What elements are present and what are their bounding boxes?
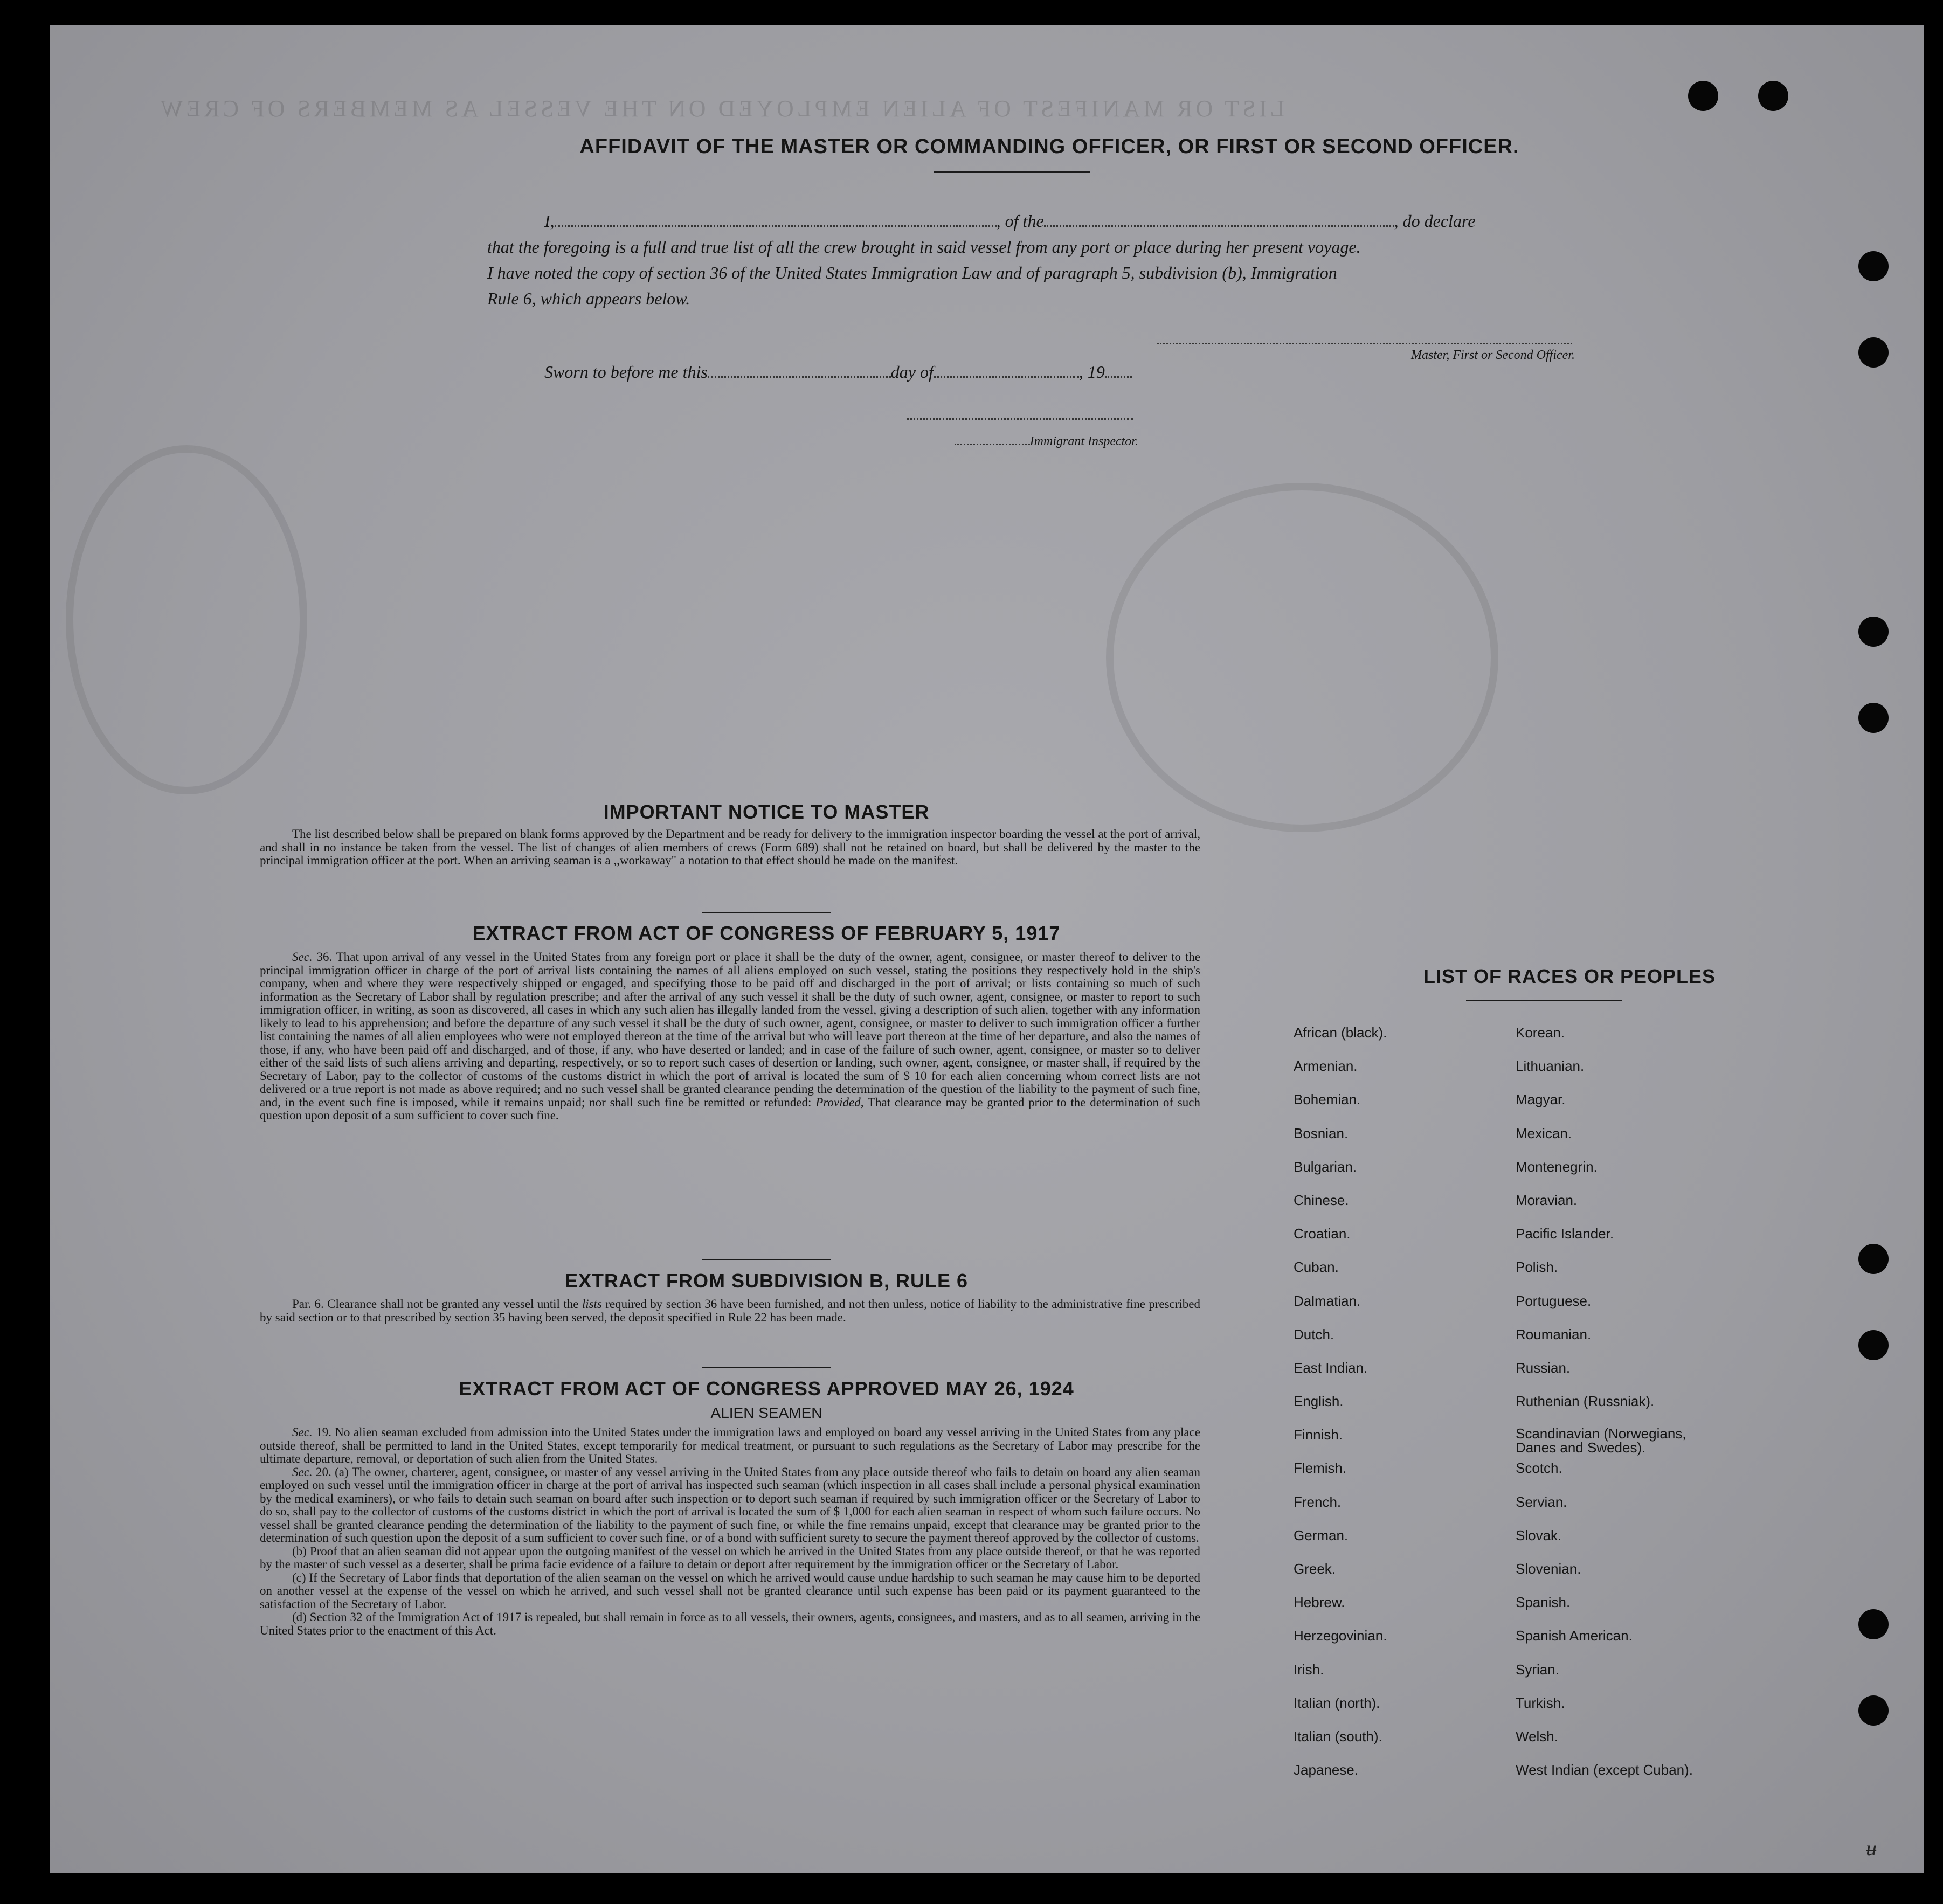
sec-20b: (b) Proof that an alien seaman did not appear upon the outgoing manifest of the vessel on which he arrived in the United States from any place outside thereof, or that he was reported by the master of such vessel as a deserter, shall be prima facie evidence of a failure to detain or deport after requirement by the immigration officer or the Secretary of Labor. [260, 1544, 1200, 1571]
extract-1924-subtitle: ALIEN SEAMEN [710, 1404, 822, 1421]
divider [702, 912, 831, 913]
race-item: Slovenian. [1516, 1561, 1581, 1577]
affidavit-title: AFFIDAVIT OF THE MASTER OR COMMANDING OFFICER, OR FIRST OR SECOND OFFICER. [579, 135, 1519, 158]
punch-hole [1858, 703, 1889, 733]
race-item: Hebrew. [1294, 1594, 1345, 1611]
punch-hole [1688, 81, 1718, 111]
sworn-year-blank[interactable] [1105, 376, 1132, 378]
inspector-label [880, 434, 1138, 449]
race-item: Pacific Islander. [1516, 1226, 1614, 1242]
lists-label: lists [582, 1297, 602, 1311]
race-item: French. [1294, 1493, 1342, 1510]
races-title: LIST OF RACES OR PEOPLES [1423, 965, 1716, 987]
name-blank[interactable] [555, 225, 997, 227]
race-item: Syrian. [1516, 1661, 1559, 1678]
inspector-signature-blank[interactable] [907, 418, 1133, 420]
year-prefix-label: , 19 [1078, 362, 1105, 382]
race-item: Servian. [1516, 1493, 1567, 1510]
race-item: Japanese. [1294, 1762, 1358, 1778]
race-item: Scandinavian (Norwegians, Danes and Swedes). [1516, 1425, 1686, 1456]
affidavit-statement-1: that the foregoing is a full and true list of all the crew brought in said vessel from any port or place during her present voyage. [487, 237, 1361, 257]
race-item: Welsh. [1516, 1728, 1558, 1744]
bleed-through-stamp-left [66, 445, 307, 794]
inspector-label-text: Immigrant Inspector. [1029, 434, 1138, 448]
document-sheet [50, 25, 1924, 1873]
race-item: Ruthenian (Russniak). [1516, 1393, 1655, 1410]
race-item: Bulgarian. [1294, 1158, 1357, 1175]
sworn-day-blank[interactable] [708, 376, 891, 378]
master-signature-label: Master, First or Second Officer. [1411, 348, 1575, 362]
divider [702, 1259, 831, 1260]
extract-rule6-title: EXTRACT FROM SUBDIVISION B, RULE 6 [564, 1270, 969, 1292]
races-column-right [1516, 1024, 1710, 1795]
notice-title: IMPORTANT NOTICE TO MASTER [603, 801, 930, 823]
race-item: Magyar. [1516, 1091, 1566, 1108]
punch-hole [1758, 81, 1788, 111]
extract-1924-body [260, 1426, 1200, 1637]
affidavit-statement-3: Rule 6, which appears below. [487, 289, 690, 308]
sec-20c: (c) If the Secretary of Labor finds that deportation of the alien seaman on the vessel on which he arrived would cause undue hardship to such seaman he may cause him to be deported on another vessel at the expense of the vessel on which he arrived, and such vessel shall not be granted clearance until such expense has been paid or its payment guaranteed to the satisfaction of the Secretary of Labor. [260, 1570, 1200, 1611]
race-item: Montenegrin. [1516, 1158, 1598, 1175]
affidavit-i-label: I, [544, 211, 555, 231]
race-item: Dalmatian. [1294, 1292, 1361, 1309]
provided-label: Provided, [815, 1095, 864, 1109]
punch-hole [1858, 617, 1889, 647]
sworn-month-blank[interactable] [934, 376, 1079, 378]
race-item: African (black). [1294, 1024, 1387, 1041]
extract-rule6-body: Par. 6. Clearance shall not be granted any vessel until the lists required by section 36 have been furnished, and not then unless, notice of liability to the administrative fine prescribed by said section or to that prescribed by section 35 having been served, the deposit specified in Rule 22 has been made. [260, 1297, 1200, 1324]
notice-body: The list described below shall be prepared on blank forms approved by the Department and be ready for delivery to the immigration inspector boarding the vessel at the port of arrival, and shall in no instance be taken from the vessel. The list of changes of alien members of crews (Form 689) shall not be retained on board, but shall be delivered by the master to the principal immigration officer at the port. When an arriving seaman is a ,,workaway" a notation to that effect should be made on the manifest. [260, 827, 1200, 867]
race-item: Italian (north). [1294, 1694, 1380, 1711]
inspector-prefix-blank [955, 444, 1030, 445]
race-item: Greek. [1294, 1561, 1336, 1577]
bleed-through-text: LIST OR MANIFEST OF ALIEN EMPLOYED ON THE VESSEL AS MEMBERS OF CREW [157, 95, 1285, 122]
race-item: Chinese. [1294, 1192, 1349, 1208]
extract-1917-title: EXTRACT FROM ACT OF CONGRESS OF FEBRUARY 5, 1917 [472, 922, 1061, 944]
race-item: Polish. [1516, 1259, 1558, 1276]
of-the-label: , of the [996, 211, 1044, 231]
sworn-line [544, 359, 1245, 385]
race-item: Korean. [1516, 1024, 1565, 1041]
race-item: Flemish. [1294, 1460, 1347, 1477]
master-signature-blank[interactable] [1157, 343, 1572, 344]
extract-1917-text-end: That clearance may be granted prior to the determination of such question upon deposit of a sum sufficient to cover such fine. [260, 1095, 1200, 1122]
extract-1924-title: EXTRACT FROM ACT OF CONGRESS APPROVED MAY 26, 1924 [459, 1377, 1074, 1400]
extract-1917-text: 36. That upon arrival of any vessel in the United States from any foreign port or place it shall be the duty of the owner, agent, consignee, or master thereof to deliver to the principal immigration officer in charge of the port of arrival lists containing the names of all aliens employed on such vessel, stating the positions they respectively hold in the ship's company, when and where they were respectively shipped or engaged, and specifying those to be paid off and discharged in the port of arrival; or lists containing so much of such information as the Secretary of Labor shall by regulation prescribe; and after the arrival of any such vessel it shall be the duty of such owner, agent, consignee, or master to report to such immigration officer, in writing, as soon as discovered, all cases in which any such alien has illegally landed from the vessel, giving a description of such alien, together with any information likely to lead to his apprehension; and before the departure of any such vessel it shall be the duty of such owner, agent, consignee, or master to deliver to such immigration officer a further list containing the names of all alien employees who were not employed thereon at the time of the arrival but who will leave port thereon at the time of her departure, and also the names of those, if any, who have been paid off and discharged, and of those, if any, who have deserted or landed; and in case of the failure of such owner, agent, consignee, or master so to deliver either of the said lists of such aliens arriving and departing, respectively, or so to report such cases of desertion or landing, such owner, agent, consignee, or master shall, if required by the Secretary of Labor, pay to the collector of customs of the customs district in which the port of arrival is located the sum of $ 10 for each alien concerning whom correct lists are not delivered or a true report is not made as above required; and no such vessel shall be granted clearance pending the determination of the question of the liability to the payment of such fine, and, in the event such fine is imposed, while it remains unpaid; nor shall such fine be remitted or refunded: [260, 950, 1200, 1109]
extract-1917-body [260, 951, 1200, 1123]
race-item: West Indian (except Cuban). [1516, 1762, 1693, 1778]
race-item: Bosnian. [1294, 1125, 1349, 1141]
sec-20d: (d) Section 32 of the Immigration Act of 1917 is repealed, but shall remain in force as to all vessels, their owners, agents, consignees, and masters, and as to all seamen, arriving in the United States prior to the enactment of this Act. [260, 1610, 1200, 1637]
affidavit-statement-2: I have noted the copy of section 36 of the United States Immigration Law and of paragraph 5, subdivision (b), Immigration [487, 263, 1337, 282]
punch-hole [1858, 1695, 1889, 1726]
punch-hole [1858, 337, 1889, 368]
race-item: Italian (south). [1294, 1728, 1382, 1744]
divider [702, 1367, 831, 1368]
race-item: Lithuanian. [1516, 1058, 1585, 1075]
race-item: Turkish. [1516, 1694, 1565, 1711]
race-item: Cuban. [1294, 1259, 1339, 1276]
punch-hole [1858, 1609, 1889, 1639]
race-item: Irish. [1294, 1661, 1324, 1678]
title-divider [934, 171, 1090, 173]
punch-hole [1858, 251, 1889, 281]
race-item: East Indian. [1294, 1359, 1368, 1376]
races-divider [1466, 1000, 1622, 1001]
race-item: Dutch. [1294, 1326, 1334, 1342]
race-item: Bohemian. [1294, 1091, 1361, 1108]
race-item: English. [1294, 1393, 1344, 1410]
race-item: Spanish. [1516, 1594, 1571, 1611]
affidavit-declaration-line [544, 208, 1579, 234]
race-item: Finnish. [1294, 1427, 1343, 1443]
race-item: Mexican. [1516, 1125, 1572, 1141]
races-column-left [1294, 1024, 1387, 1795]
sec-20a: Sec. 20. (a) The owner, charterer, agent, consignee, or master of any vessel arriving in the United States from any place outside thereof who fails to detain on board any alien seaman employed on such vessel until the immigration officer in charge at the port of arrival has inspected such seaman (which inspection in all cases shall include a personal physical examination by the medical examiners), or who fails to detain such seaman on board after such inspection or to deport such seaman if required by such immigration officer or the Secretary of Labor to do so, shall pay to the collector of customs of the customs district in which the port of arrival is located the sum of $ 1,000 for each alien seaman in respect of whom such failure occurs. No vessel shall be granted clearance pending the determination of the liability to the payment of such fine, or while the fine remains unpaid, except that clearance may be granted prior to the determination of such question upon the deposit of a sum sufficient to cover such fine, or of a bond with sufficient surety to secure the payment thereof approved by the collector of customs. [260, 1465, 1201, 1545]
race-item: Armenian. [1294, 1058, 1358, 1075]
race-item: Russian. [1516, 1359, 1571, 1376]
race-item: Spanish American. [1516, 1628, 1633, 1644]
race-item: Scotch. [1516, 1460, 1562, 1477]
page-mark: ʉ [1866, 1836, 1877, 1860]
day-of-label: day of [890, 362, 934, 382]
race-item: German. [1294, 1527, 1349, 1543]
punch-hole [1858, 1244, 1889, 1274]
race-item: Moravian. [1516, 1192, 1578, 1208]
sec-19: Sec. 19. No alien seaman excluded from admission into the United States under the immigration laws and employed on board any vessel arriving in the United States from any place outside thereof, shall be permitted to land in the United States, except temporarily for medical treatment, or pursuant to such regulations as the Secretary of Labor may prescribe for the ultimate departure, removal, or deportation of such alien from the United States. [260, 1425, 1200, 1465]
vessel-blank[interactable] [1044, 225, 1394, 227]
race-item: Herzegovinian. [1294, 1628, 1387, 1644]
race-item: Croatian. [1294, 1226, 1351, 1242]
bleed-through-stamp-center [1106, 483, 1498, 832]
race-item: Portuguese. [1516, 1292, 1592, 1309]
do-declare-label: , do declare [1394, 211, 1476, 231]
race-item: Slovak. [1516, 1527, 1562, 1543]
punch-hole [1858, 1330, 1889, 1360]
sec-label: Sec. [292, 950, 313, 964]
race-item: Roumanian. [1516, 1326, 1592, 1342]
sworn-label: Sworn to before me this [544, 362, 708, 382]
